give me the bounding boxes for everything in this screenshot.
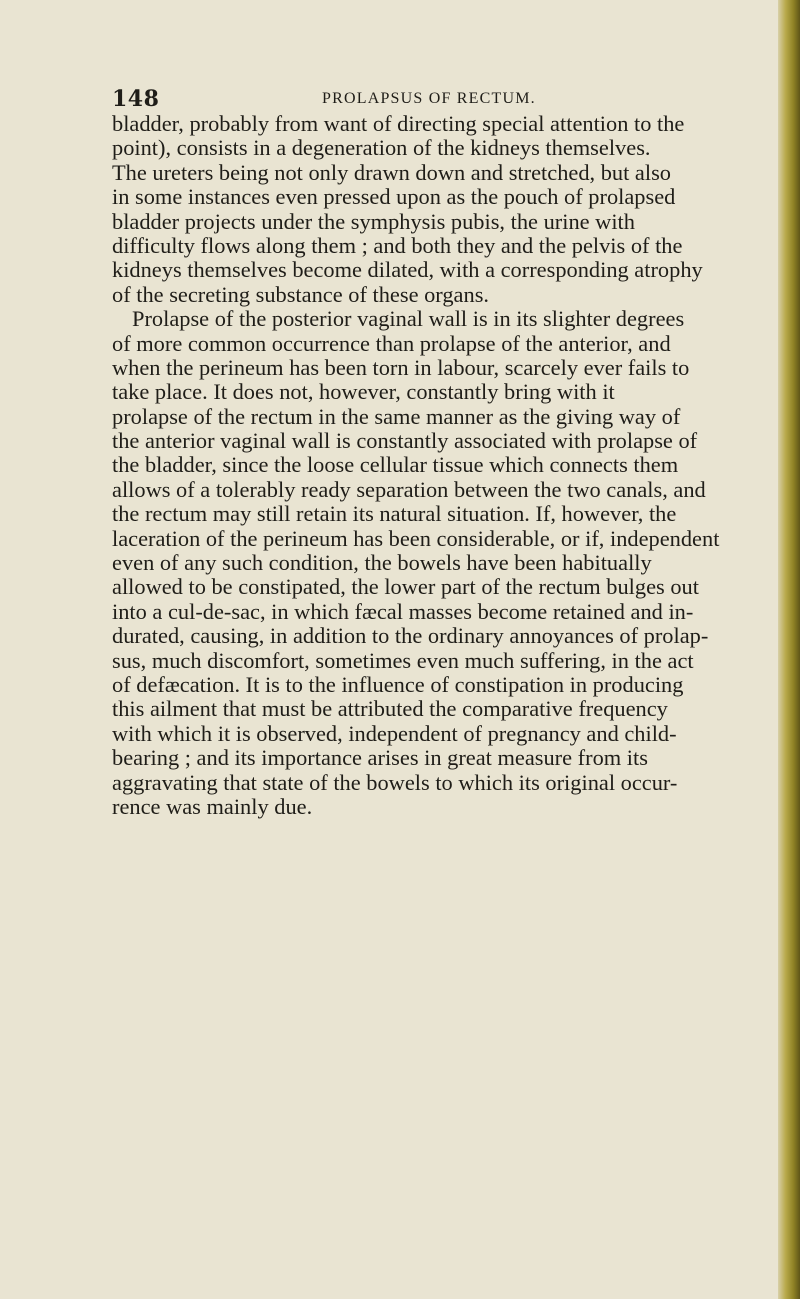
text-line: allowed to be constipated, the lower part of the rectum bulges out: [112, 574, 699, 600]
text-line: point), consists in a degeneration of the kidneys themselves.: [112, 135, 651, 161]
text-line: bladder projects under the symphysis pubis, the urine with: [112, 208, 635, 234]
body-text: [112, 112, 772, 819]
text-line: this ailment that must be attributed the comparative frequency: [112, 696, 668, 722]
text-line: of defæcation. It is to the influence of constipation in producing: [112, 671, 684, 697]
text-line: allows of a tolerably ready separation between the two canals, and: [112, 476, 706, 502]
text-line: prolapse of the rectum in the same manner as the giving way of: [112, 403, 681, 429]
text-line: laceration of the perineum has been considerable, or if, independent: [112, 525, 720, 551]
page-number: 148: [112, 86, 160, 112]
text-line: kidneys themselves become dilated, with a corresponding atrophy: [112, 257, 703, 283]
text-line: with which it is observed, independent of pregnancy and child-: [112, 720, 677, 746]
text-line: of more common occurrence than prolapse of the anterior, and: [112, 330, 671, 356]
text-line: even of any such condition, the bowels have been habitually: [112, 550, 652, 576]
text-line: aggravating that state of the bowels to which its original occur-: [112, 769, 678, 795]
text-line: when the perineum has been torn in labour, scarcely ever fails to: [112, 354, 690, 380]
text-line: rence was mainly due.: [112, 793, 313, 819]
text-line: into a cul-de-sac, in which fæcal masses become retained and in-: [112, 598, 694, 624]
text-line: sus, much discomfort, sometimes even much suffering, in the act: [112, 647, 694, 673]
text-line: in some instances even pressed upon as the pouch of prolapsed: [112, 184, 676, 210]
text-line: durated, causing, in addition to the ordinary annoyances of prolap-: [112, 623, 709, 649]
page-edge-shadow: [778, 0, 800, 1299]
text-line: the anterior vaginal wall is constantly associated with prolapse of: [112, 428, 698, 454]
running-head: PROLAPSUS OF RECTUM.: [322, 90, 536, 107]
text-line: bearing ; and its importance arises in great measure from its: [112, 745, 648, 771]
text-line: difficulty flows along them ; and both they and the pelvis of the: [112, 232, 683, 258]
text-line: The ureters being not only drawn down and stretched, but also: [112, 159, 672, 185]
text-line: take place. It does not, however, constantly bring with it: [112, 379, 615, 405]
paragraph-start-line: Prolapse of the posterior vaginal wall is in its slighter degrees: [132, 306, 685, 332]
text-line: of the secreting substance of these organs.: [112, 281, 489, 307]
text-line: the bladder, since the loose cellular tissue which connects them: [112, 452, 679, 478]
text-line: bladder, probably from want of directing special attention to the: [112, 111, 685, 136]
text-line: the rectum may still retain its natural situation. If, however, the: [112, 501, 677, 527]
